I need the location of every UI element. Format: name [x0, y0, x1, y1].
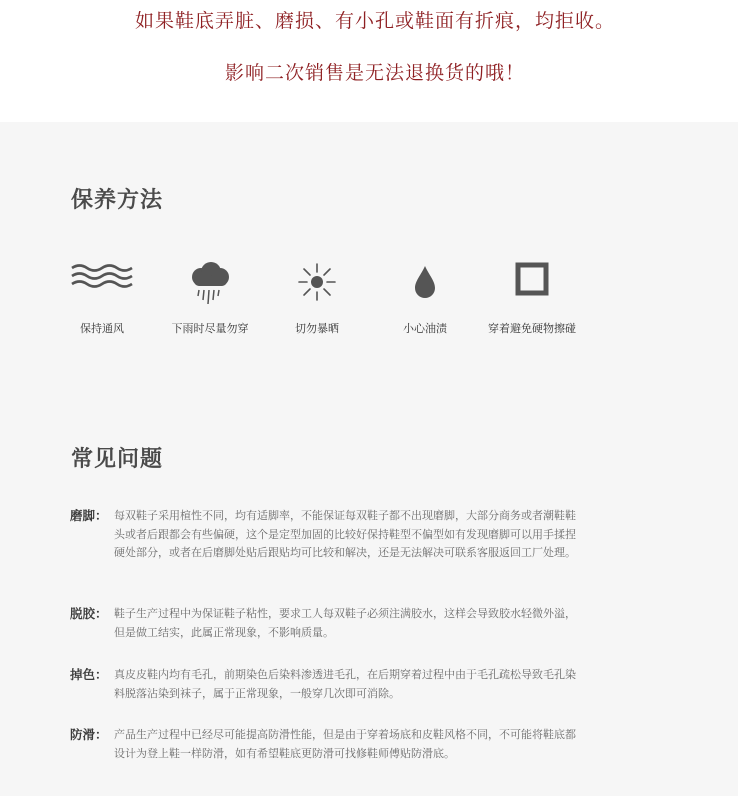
care-label-sun: 切勿暴晒	[295, 322, 339, 335]
faq-answer: 产品生产过程中已经尽可能提高防滑性能，但是由于穿着场底和皮鞋风格不同，不可能将鞋底都设计为登上鞋一样防滑，如有希望鞋底更防滑可找修鞋师傅贴防滑底。	[114, 728, 576, 760]
sun-icon	[297, 262, 337, 302]
care-item-sun	[257, 262, 377, 342]
care-item-hard-object	[472, 262, 592, 342]
faq-answer: 每双鞋子采用楦性不同，均有适脚率，不能保证每双鞋子都不出现磨脚，大部分商务或者潮鞋鞋头或者后跟都会有些偏硬，这个是定型加固的比较好保持鞋型不偏型如有发现磨脚可以用手揉捏硬处部分，或者在后磨脚处贴后跟贴均可比较和解决，还是无法解决可联系客服返回工厂处理。	[114, 509, 576, 559]
faq-term: 脱胶：	[70, 606, 108, 621]
faq-term: 掉色：	[70, 667, 108, 682]
wind-waves-icon	[70, 262, 134, 290]
faq-answer: 鞋子生产过程中为保证鞋子粘性，要求工人每双鞋子必须注满胶水，这样会导致胶水轻微外溢，但是做工结实，此属正常现象，不影响质量。	[114, 607, 576, 639]
care-label-rain: 下雨时尽量勿穿	[171, 322, 249, 335]
faq-answer: 真皮皮鞋内均有毛孔，前期染色后染料渗透进毛孔，在后期穿着过程中由于毛孔疏松导致毛孔染料脱落沾染到袜子，属于正常现象，一般穿几次即可消除。	[114, 668, 576, 700]
return-policy-notice	[0, 0, 750, 122]
care-label-hard-object: 穿着避免硬物擦碰	[488, 322, 576, 335]
oil-drop-icon	[412, 262, 438, 302]
faq-term: 磨脚：	[70, 508, 108, 523]
care-item-ventilate	[42, 262, 162, 342]
hard-object-square-icon	[515, 262, 549, 296]
care-item-oil	[365, 262, 485, 342]
faq-term: 防滑：	[70, 727, 108, 742]
care-item-rain	[150, 262, 270, 342]
care-label-ventilate: 保持通风	[80, 322, 124, 335]
product-info-panel	[0, 122, 738, 796]
care-label-oil: 小心油渍	[403, 322, 447, 335]
notice-line-1: 如果鞋底弄脏、磨损、有小孔或鞋面有折痕，均拒收。	[134, 10, 615, 32]
faq-section-title: 常见问题	[71, 447, 164, 472]
rain-cloud-icon	[188, 262, 232, 308]
care-section-title: 保养方法	[71, 188, 164, 213]
notice-line-2: 影响二次销售是无法退换货的哦！	[224, 62, 525, 84]
